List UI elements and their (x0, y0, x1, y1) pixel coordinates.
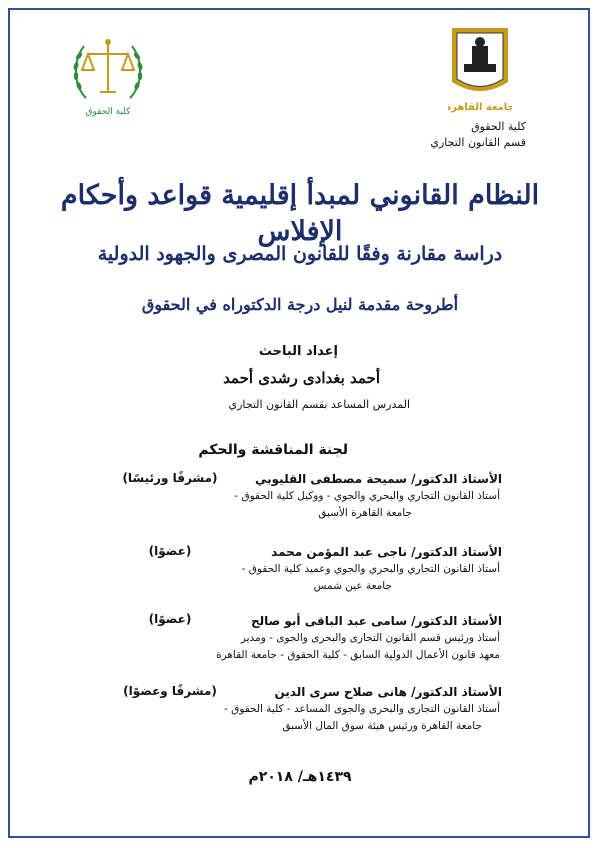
member-position: أستاذ القانون التجارى والبحرى والجوى المساعد - كلية الحقوق - (224, 703, 500, 715)
member-name: الأستاذ الدكتور/ ناجى عبد المؤمن محمد (271, 545, 502, 559)
faculty-logo (66, 26, 150, 126)
member-position: جامعة القاهرة ورئيس هيئة سوق المال الأسبق (282, 720, 482, 732)
logo-caption: جامعة القاهرة (448, 102, 512, 113)
member-name: الأستاذ الدكتور/ هانى صلاح سرى الدين (274, 685, 502, 699)
scales-of-justice-icon (66, 26, 150, 126)
member-role: (عضوًا) (148, 544, 192, 558)
member-role: (مشرفًا وعضوًا) (123, 684, 217, 698)
faculty-block (430, 119, 526, 151)
member-name: الأستاذ الدكتور/ سميحة مصطفى القليوبي (255, 472, 502, 486)
researcher-title: المدرس المساعد بقسم القانون التجاري (228, 398, 410, 411)
logo-caption: كلية الحقوق (85, 107, 131, 117)
member-position: جامعة عين شمس (313, 580, 392, 592)
member-position: أستاذ ورئيس قسم القانون التجارى والبحرى والجوى - ومدير (240, 632, 500, 644)
member-position: جامعة القاهرة الأسبق (318, 507, 412, 519)
thesis-title: النظام القانوني لمبدأ إقليمية قواعد وأحكام الإفلاس (60, 180, 540, 247)
degree-statement: أطروحة مقدمة لنيل درجة الدكتوراه في الحقوق (141, 295, 459, 314)
committee-heading: لجنة المناقشة والحكم (198, 442, 348, 458)
department-name: قسم القانون التجاري (430, 136, 526, 149)
date: ١٤٣٩هـ/ ٢٠١٨م (248, 769, 352, 785)
faculty-name: كلية الحقوق (471, 120, 526, 133)
prepared-by-label: إعداد الباحث (258, 344, 338, 359)
member-position: معهد قانون الأعمال الدولية السابق - كلية الحقوق - جامعة القاهرة (216, 649, 500, 661)
thesis-subtitle: دراسة مقارنة وفقًا للقانون المصرى والجهود الدولية (97, 243, 503, 265)
member-position: أستاذ القانون التجاري والبحري والجوي وعميد كلية الحقوق - (241, 563, 500, 575)
member-role: (عضوًا) (148, 612, 192, 626)
member-position: أستاذ القانون التجاري والبحري والجوي - ووكيل كلية الحقوق - (234, 490, 500, 502)
member-name: الأستاذ الدكتور/ سامى عبد الباقى أبو صالح (250, 614, 502, 628)
university-crest-icon (448, 24, 512, 116)
member-role: (مشرفًا ورئيسًا) (122, 471, 218, 485)
researcher-name: أحمد بغدادى رشدى أحمد (223, 369, 380, 387)
university-logo (448, 24, 512, 116)
